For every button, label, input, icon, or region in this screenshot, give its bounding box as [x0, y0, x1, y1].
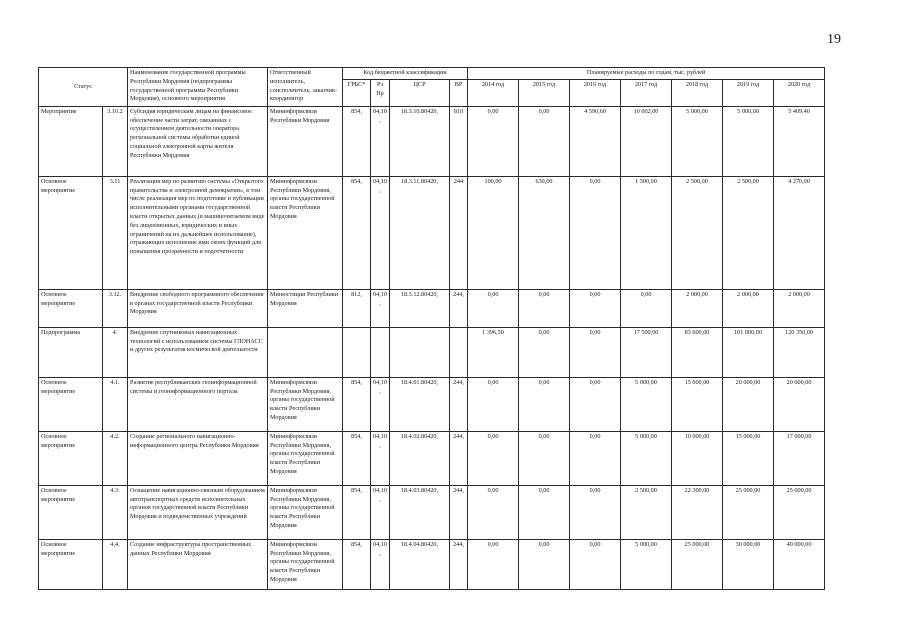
- table-row: [39, 539, 825, 589]
- row-value-2015: 0,00: [519, 431, 570, 485]
- table-row: [39, 377, 825, 431]
- row-value-2019: 2 500,00: [723, 176, 774, 289]
- row-vr: 810: [450, 106, 468, 176]
- row-value-2020: 40 000,00: [774, 539, 825, 589]
- row-name: Создание инфраструктуры пространственных данных Республики Мордовия: [128, 539, 268, 589]
- row-value-2017: 2 500,00: [621, 485, 672, 539]
- row-value-2020: 17 000,00: [774, 431, 825, 485]
- row-value-2016: 0,00: [570, 431, 621, 485]
- header-status: Статус: [39, 68, 128, 107]
- row-name: Развитие республиканских геоинформационной системы и геоинформационного портала: [128, 377, 268, 431]
- row-grbs: 854,: [343, 539, 371, 589]
- row-value-2017: 10 002,00: [621, 106, 672, 176]
- row-value-2018: 2 500,00: [672, 176, 723, 289]
- header-year-2016: 2016 год: [570, 79, 621, 106]
- row-status: Основное мероприятие: [39, 176, 103, 289]
- row-number: 3.10.2: [103, 106, 128, 176]
- header-vr: ВР: [450, 79, 468, 106]
- row-grbs: 812,: [343, 289, 371, 327]
- row-name: Создание регионального навигационно-информационного центра Республики Мордовия: [128, 431, 268, 485]
- table-row: [39, 431, 825, 485]
- row-value-2016: 0,00: [570, 485, 621, 539]
- header-rz-pr: Рз Пр: [371, 79, 390, 106]
- table-body: [39, 106, 825, 589]
- header-year-2018: 2018 год: [672, 79, 723, 106]
- row-grbs: [343, 327, 371, 377]
- row-name: Внедрение свободного программного обеспечения в органах государственной власти Республики Мордовия: [128, 289, 268, 327]
- row-vr: [450, 327, 468, 377]
- row-value-2016: 0,00: [570, 377, 621, 431]
- row-responsible: Мининформсвязи Республики Мордовия, органы государственной власти Республики Мордовия: [268, 176, 343, 289]
- header-grbs: ГРБС*: [343, 79, 371, 106]
- row-value-2014: 0,00: [468, 377, 519, 431]
- row-value-2015: 0,00: [519, 106, 570, 176]
- row-rz-pr: [371, 327, 390, 377]
- row-value-2017: 5 000,00: [621, 539, 672, 589]
- row-rz-pr: 04,10,: [371, 539, 390, 589]
- row-responsible: Минюстиции Республики Мордовия: [268, 289, 343, 327]
- row-responsible: Мининформсвязи Республики Мордовия, органы государственной власти Республики Мордовия: [268, 377, 343, 431]
- table-row: [39, 289, 825, 327]
- row-status: Подпрограмма: [39, 327, 103, 377]
- row-value-2014: 0,00: [468, 289, 519, 327]
- row-value-2019: 25 000,00: [723, 485, 774, 539]
- row-vr: 244,: [450, 431, 468, 485]
- row-value-2015: 630,00: [519, 176, 570, 289]
- budget-table: [38, 67, 825, 590]
- row-name: Реализация мер по развитию системы «Открытого правительства и электронной демократии», в том числе реализация мер по подготовке и публикации исполнительными органами государственной власти открытых данных (в машиночитаемом виде без лицензионных, юридических и иных ограничений на их дальнейшее использование), отражающих исполнение ими своих функций для повышения прозрачности и подотчетности: [128, 176, 268, 289]
- row-value-2017: 5 000,00: [621, 377, 672, 431]
- row-rz-pr: 04,10,: [371, 106, 390, 176]
- row-responsible: Мининформсвязи Республики Мордовия, органы государственной власти Республики Мордовия: [268, 431, 343, 485]
- row-value-2015: 0,00: [519, 485, 570, 539]
- row-value-2018: 15 000,00: [672, 377, 723, 431]
- row-status: Основное мероприятие: [39, 485, 103, 539]
- row-value-2016: 0,00: [570, 327, 621, 377]
- row-number: 4.2.: [103, 431, 128, 485]
- row-value-2020: 20 000,00: [774, 377, 825, 431]
- header-year-2020: 2020 год: [774, 79, 825, 106]
- row-grbs: 854,: [343, 106, 371, 176]
- row-value-2018: 83 600,00: [672, 327, 723, 377]
- row-grbs: 854,: [343, 485, 371, 539]
- header-year-2015: 2015 год: [519, 79, 570, 106]
- table-row: [39, 485, 825, 539]
- header-year-2014: 2014 год: [468, 79, 519, 106]
- row-grbs: 854,: [343, 431, 371, 485]
- row-name: Субсидия юридическим лицам на финансовое обеспечение части затрат, связанных с осуществлением деятельности оператора региональной системы обработки единой социальной электронной карты жителя Республики Мордовия: [128, 106, 268, 176]
- row-rz-pr: 04,10,: [371, 377, 390, 431]
- row-value-2019: 5 000,00: [723, 106, 774, 176]
- row-vr: 244,: [450, 485, 468, 539]
- row-csr: 18.4.03.80420,: [390, 485, 450, 539]
- header-budget-code: Код бюджетной классификации: [343, 68, 468, 80]
- table-row: [39, 176, 825, 289]
- row-value-2020: 4 270,00: [774, 176, 825, 289]
- row-value-2018: 10 000,00: [672, 431, 723, 485]
- row-vr: 244,: [450, 289, 468, 327]
- row-value-2017: 1 500,00: [621, 176, 672, 289]
- row-value-2018: 25 000,00: [672, 539, 723, 589]
- row-value-2014: 0,00: [468, 106, 519, 176]
- row-status: Основное мероприятие: [39, 377, 103, 431]
- row-responsible: Мининформсвязи Республики Мордовия, органы государственной власти Республики Мордовия: [268, 539, 343, 589]
- header-csr: ЦСР: [390, 79, 450, 106]
- header-row-1: [39, 68, 825, 80]
- row-rz-pr: 04,10,: [371, 485, 390, 539]
- row-value-2017: 0,00: [621, 289, 672, 327]
- row-value-2016: 0,00: [570, 176, 621, 289]
- row-grbs: 854,: [343, 176, 371, 289]
- row-value-2014: 100,00: [468, 176, 519, 289]
- row-number: 4.4.: [103, 539, 128, 589]
- row-rz-pr: 04,10,: [371, 289, 390, 327]
- row-value-2015: 0,00: [519, 377, 570, 431]
- row-value-2018: 5 000,00: [672, 106, 723, 176]
- header-planned-expenses: Планируемые расходы по годам, тыс. рублей: [468, 68, 825, 80]
- row-value-2020: 120 350,00: [774, 327, 825, 377]
- row-value-2020: 2 000,00: [774, 289, 825, 327]
- row-value-2019: 30 000,00: [723, 539, 774, 589]
- row-value-2016: 0,00: [570, 289, 621, 327]
- row-csr: 18.3.10.80420,: [390, 106, 450, 176]
- row-value-2019: 15 000,00: [723, 431, 774, 485]
- row-rz-pr: 04,10,: [371, 431, 390, 485]
- row-value-2016: 0,00: [570, 539, 621, 589]
- row-number: 4.: [103, 327, 128, 377]
- row-vr: 244,: [450, 539, 468, 589]
- header-name: Наименование государственной программы Республики Мордовия (подпрограммы государственной программы Республики Мордовия), основного мероприятия: [128, 68, 268, 107]
- row-status: Основное мероприятие: [39, 289, 103, 327]
- row-csr: 18.3.11.80420,: [390, 176, 450, 289]
- row-value-2018: 2 000,00: [672, 289, 723, 327]
- row-value-2015: 0,00: [519, 327, 570, 377]
- row-value-2020: 5 409,40: [774, 106, 825, 176]
- header-year-2019: 2019 год: [723, 79, 774, 106]
- row-value-2017: 17 500,00: [621, 327, 672, 377]
- row-value-2014: 0,00: [468, 485, 519, 539]
- row-number: 3.11: [103, 176, 128, 289]
- row-csr: 18.4.01.80420,: [390, 377, 450, 431]
- header-year-2017: 2017 год: [621, 79, 672, 106]
- row-responsible: [268, 327, 343, 377]
- row-csr: 18.4.04.80420,: [390, 539, 450, 589]
- row-status: Основное мероприятие: [39, 539, 103, 589]
- row-responsible: Мининформсвязи Республики Мордовия, органы государственной власти Республики Мордовия: [268, 485, 343, 539]
- row-value-2016: 4 590,60: [570, 106, 621, 176]
- row-csr: 18.4.02.80420,: [390, 431, 450, 485]
- row-csr: [390, 327, 450, 377]
- row-rz-pr: 04,10,: [371, 176, 390, 289]
- row-responsible: Мининформсвязи Республики Мордовия: [268, 106, 343, 176]
- row-csr: 18.3.12.80420,: [390, 289, 450, 327]
- row-value-2019: 2 000,00: [723, 289, 774, 327]
- row-value-2019: 101 000,00: [723, 327, 774, 377]
- row-vr: 244: [450, 176, 468, 289]
- row-value-2019: 20 000,00: [723, 377, 774, 431]
- row-value-2020: 25 000,00: [774, 485, 825, 539]
- header-responsible: Ответственный исполнитель, соисполнитель, заказчик-координатор: [268, 68, 343, 107]
- row-number: 4.3.: [103, 485, 128, 539]
- row-value-2015: 0,00: [519, 289, 570, 327]
- table-row: [39, 327, 825, 377]
- row-status: Основное мероприятие: [39, 431, 103, 485]
- row-grbs: 854,: [343, 377, 371, 431]
- row-number: 4.1.: [103, 377, 128, 431]
- row-value-2018: 22 300,00: [672, 485, 723, 539]
- page-number: 19: [827, 32, 841, 47]
- row-value-2014: 0,00: [468, 539, 519, 589]
- row-value-2017: 5 000,00: [621, 431, 672, 485]
- table-row: [39, 106, 825, 176]
- row-value-2015: 0,00: [519, 539, 570, 589]
- row-name: Внедрение спутниковых навигационных технологий с использованием системы ГЛОНАСС и других результатов космической деятельности: [128, 327, 268, 377]
- row-name: Оснащение навигационно-связным оборудованием автотранспортных средств исполнительных органов государственной власти Республики Мордовия и подведомственных учреждений: [128, 485, 268, 539]
- row-vr: 244,: [450, 377, 468, 431]
- row-number: 3.12.: [103, 289, 128, 327]
- row-status: Мероприятие: [39, 106, 103, 176]
- row-value-2014: 1 396,50: [468, 327, 519, 377]
- row-value-2014: 0,00: [468, 431, 519, 485]
